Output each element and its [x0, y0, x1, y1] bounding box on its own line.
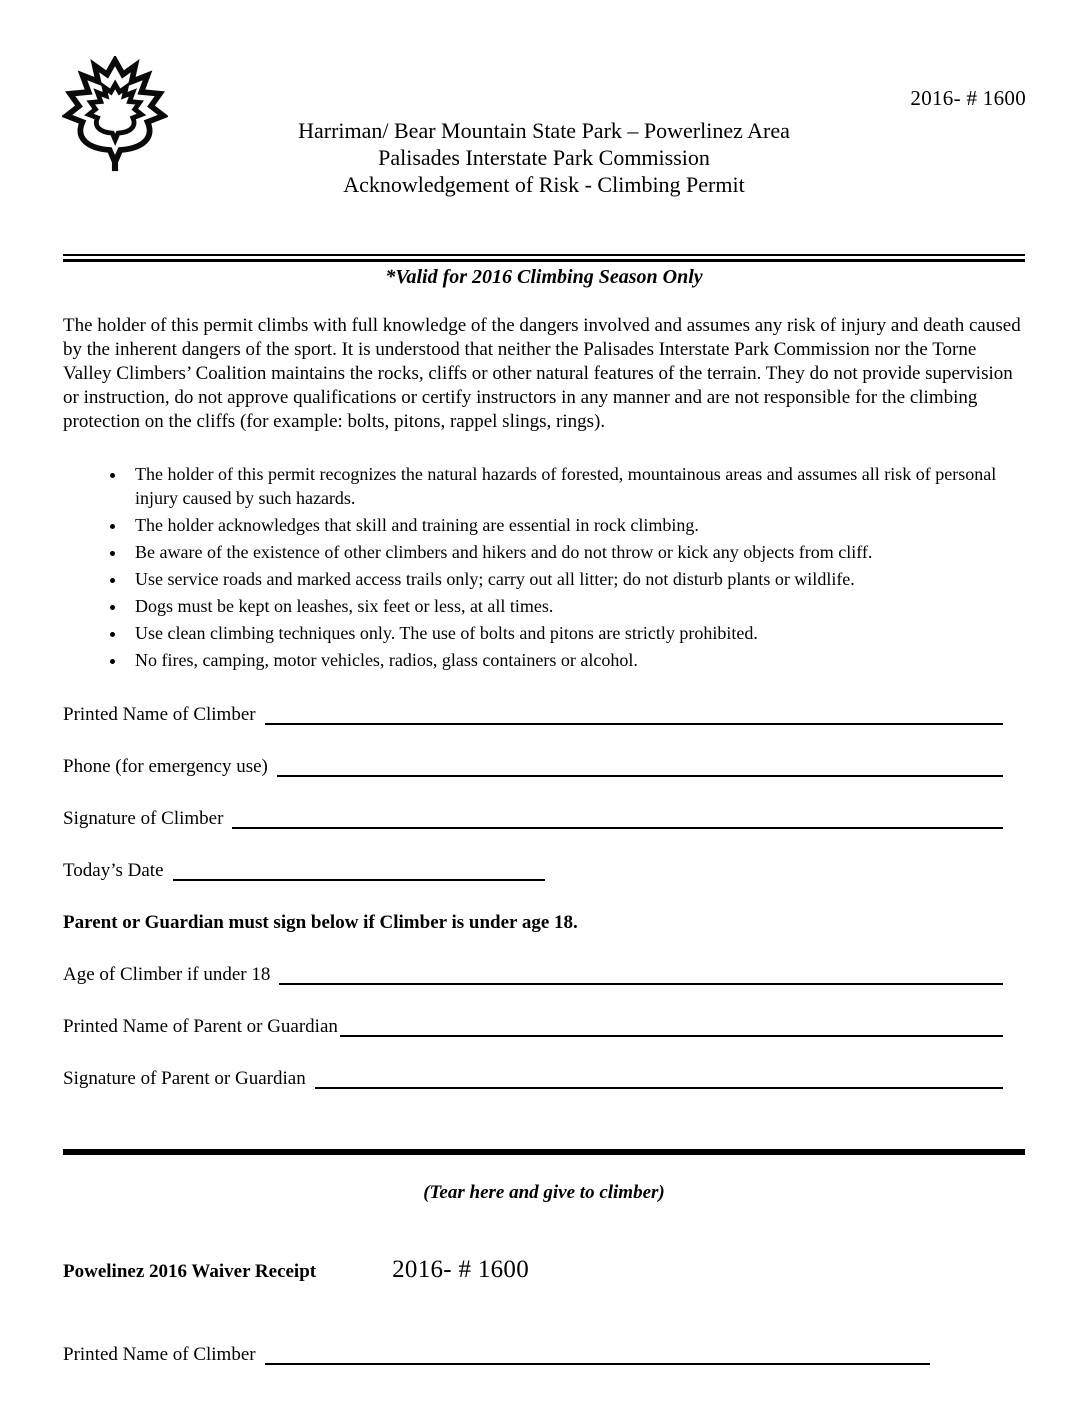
age-label: Age of Climber if under 18: [63, 964, 271, 985]
printed-name-blank-line: [265, 702, 1003, 725]
phone-blank-line: [277, 754, 1003, 777]
rule-item: • Use service roads and marked access trails only; carry out all litter; do not disturb plants or wildlife.: [127, 567, 1025, 591]
guardian-printed-name-label: Printed Name of Parent or Guardian: [63, 1016, 338, 1037]
receipt-printed-name-label: Printed Name of Climber: [63, 1344, 256, 1365]
rule-item: • Dogs must be kept on leashes, six feet or less, at all times.: [127, 594, 1025, 618]
guardian-signature-blank-line: [315, 1066, 1003, 1089]
rule-item: • Be aware of the existence of other climbers and hikers and do not throw or kick any objects from cliff.: [127, 540, 1025, 564]
maple-leaf-icon: [62, 56, 168, 172]
title-permit-type: Acknowledgement of Risk - Climbing Permit: [343, 172, 745, 197]
signature-blank-line: [232, 806, 1003, 829]
date-label: Today’s Date: [63, 860, 164, 881]
field-receipt-printed-name: [63, 1342, 1025, 1365]
waiver-receipt-row: [63, 1256, 1025, 1284]
field-printed-name-of-climber: [63, 702, 1025, 725]
field-guardian-signature: [63, 1066, 1025, 1089]
rule-item: • Use clean climbing techniques only. The use of bolts and pitons are strictly prohibited.: [127, 621, 1025, 645]
waiver-receipt-number: 2016- # 1600: [392, 1256, 530, 1283]
permit-number: 2016- # 1600: [910, 86, 1026, 110]
double-rule-separator: [63, 254, 1025, 262]
guardian-signature-label: Signature of Parent or Guardian: [63, 1068, 306, 1089]
phone-label: Phone (for emergency use): [63, 756, 268, 777]
receipt-printed-name-blank-line: [265, 1342, 930, 1365]
risk-acknowledgement-paragraph: The holder of this permit climbs with full knowledge of the dangers involved and assumes any risk of injury and death caused by the inherent dangers of the sport. It is understood that neither the Palisades Interstate Park Commission nor the Torne Valley Climbers’ Coalition maintains the rocks, cliffs or other natural features of the terrain. They do not provide supervision or instruction, do not approve qualifications or certify instructors in any manner and are not responsible for the climbing protection on the cliffs (for example: bolts, pitons, rappel slings, rings).: [63, 315, 1021, 432]
waiver-receipt-label: Powelinez 2016 Waiver Receipt: [63, 1261, 317, 1282]
field-age-of-climber: [63, 962, 1025, 985]
tear-line-rule: [63, 1149, 1025, 1155]
date-blank-line: [173, 858, 545, 881]
field-phone: [63, 754, 1025, 777]
title-park-name: Harriman/ Bear Mountain State Park – Powerlinez Area: [298, 118, 790, 143]
signature-label: Signature of Climber: [63, 808, 224, 829]
park-commission-logo: [62, 56, 168, 172]
field-signature-of-climber: [63, 806, 1025, 829]
tear-here-note: (Tear here and give to climber): [423, 1182, 665, 1203]
guardian-signature-note: Parent or Guardian must sign below if Climber is under age 18.: [63, 912, 578, 933]
rule-item: • The holder of this permit recognizes the natural hazards of forested, mountainous areas and assumes all risk of personal injury caused by such hazards.: [127, 462, 1025, 510]
printed-name-label: Printed Name of Climber: [63, 704, 256, 725]
field-guardian-printed-name: [63, 1014, 1025, 1037]
guardian-printed-name-blank-line: [340, 1014, 1003, 1037]
rule-item: • No fires, camping, motor vehicles, radios, glass containers or alcohol.: [127, 648, 1025, 672]
title-commission: Palisades Interstate Park Commission: [378, 145, 710, 170]
field-todays-date: [63, 858, 1025, 881]
age-blank-line: [279, 962, 1003, 985]
rule-item: • The holder acknowledges that skill and training are essential in rock climbing.: [127, 513, 1025, 537]
season-validity-note: *Valid for 2016 Climbing Season Only: [385, 266, 703, 288]
rules-list: [63, 462, 1025, 672]
